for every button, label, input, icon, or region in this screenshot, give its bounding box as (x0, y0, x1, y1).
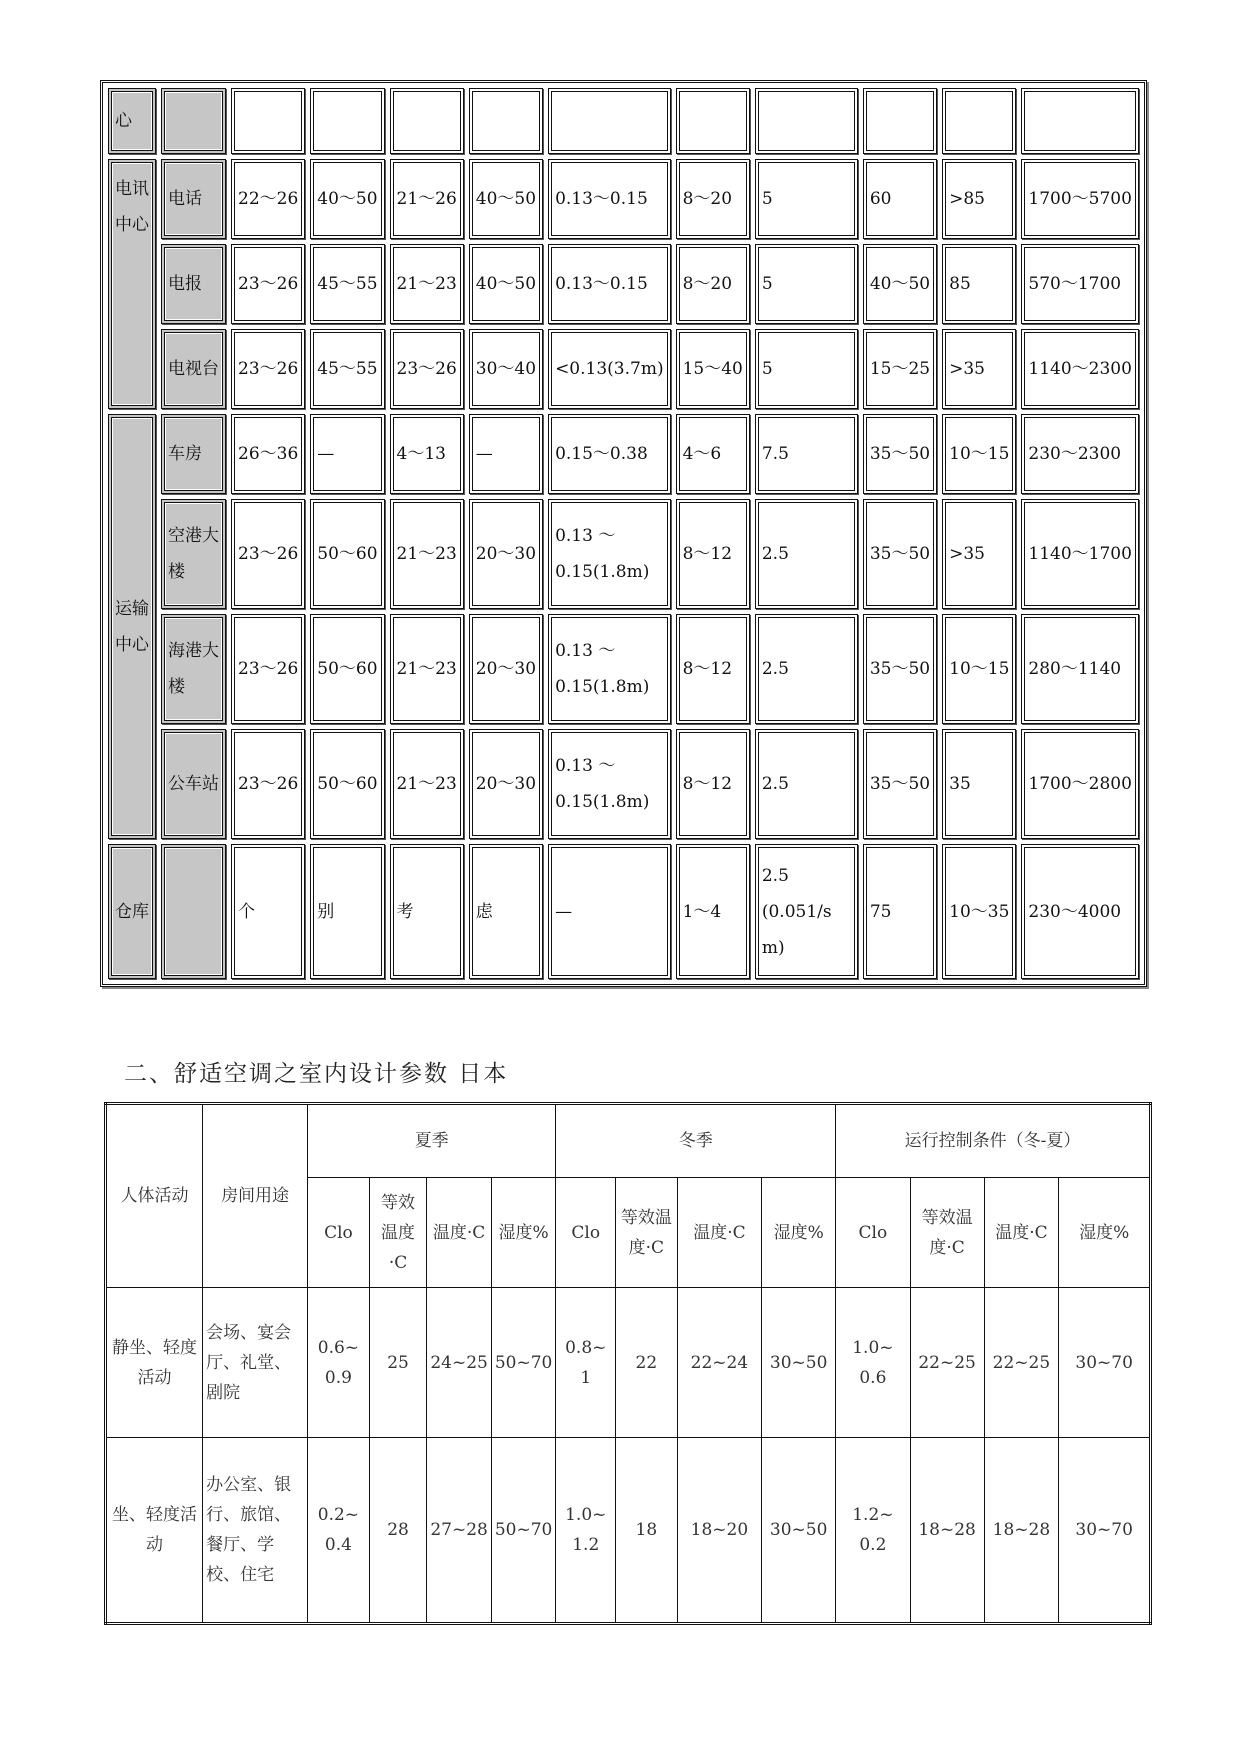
table-cell: 230～2300 (1021, 414, 1139, 494)
table-row (106, 1438, 1151, 1624)
table-cell: 23～26 (231, 614, 305, 724)
table-cell: 35～50 (863, 729, 937, 839)
table-cell: 22 (616, 1288, 677, 1438)
table-cell: 8～12 (676, 614, 750, 724)
table-cell: 8～12 (676, 729, 750, 839)
table-cell: 22~25 (984, 1288, 1059, 1438)
table-cell: 0.13～0.15 (548, 244, 671, 324)
table-cell: 21～26 (390, 159, 464, 239)
table-cell: 15～40 (676, 329, 750, 409)
table-cell (548, 88, 671, 154)
table-cell: 7.5 (755, 414, 858, 494)
header-eq-temp: 等效温度 ·C (369, 1178, 427, 1288)
header-room-use: 房间用途 (203, 1104, 308, 1288)
table-cell: 8～20 (676, 159, 750, 239)
table-cell: 0.6~ 0.9 (308, 1288, 370, 1438)
table-cell: 35 (942, 729, 1016, 839)
table-cell: 21～23 (390, 729, 464, 839)
table-cell: 50~70 (491, 1438, 556, 1624)
table-cell: 21～23 (390, 244, 464, 324)
header-temp: 温度·C (427, 1178, 492, 1288)
room-use-cell: 会场、宴会厅、礼堂、剧院 (203, 1288, 308, 1438)
table-cell: 20～30 (469, 729, 543, 839)
table-cell: 5 (755, 159, 858, 239)
table-cell: 50～60 (310, 614, 384, 724)
table-row (108, 614, 1139, 724)
subcategory-cell: 空港大楼 (161, 499, 226, 609)
table-cell: 2.5 (755, 729, 858, 839)
table-cell: 20～30 (469, 499, 543, 609)
subcategory-cell (161, 88, 226, 154)
table-cell (942, 88, 1016, 154)
table-cell: 35～50 (863, 614, 937, 724)
table-cell: 2.5 (755, 499, 858, 609)
table-row (108, 414, 1139, 494)
subcategory-cell: 车房 (161, 414, 226, 494)
table-cell: 4～13 (390, 414, 464, 494)
category-cell: 电讯中心 (108, 159, 156, 409)
table-cell: 35～50 (863, 499, 937, 609)
table-cell: 20～30 (469, 614, 543, 724)
header-temp: 温度·C (677, 1178, 762, 1288)
table-cell: 40～50 (469, 159, 543, 239)
category-cell: 仓库 (108, 844, 156, 979)
table-cell: 1700～5700 (1021, 159, 1139, 239)
table-cell: 0.15～0.38 (548, 414, 671, 494)
table-cell: 4～6 (676, 414, 750, 494)
table-cell: 23～26 (231, 499, 305, 609)
table-cell: 45～55 (310, 329, 384, 409)
room-use-cell: 办公室、银行、旅馆、餐厅、学校、住宅 (203, 1438, 308, 1624)
table-cell: >35 (942, 499, 1016, 609)
table-cell: 1～4 (676, 844, 750, 979)
table-cell: 30~70 (1059, 1288, 1151, 1438)
table-cell: 15～25 (863, 329, 937, 409)
table-cell: 10～15 (942, 414, 1016, 494)
table-cell: — (310, 414, 384, 494)
header-humidity: 湿度% (1059, 1178, 1151, 1288)
equipment-room-parameters-table (100, 80, 1147, 987)
table-cell: 8～12 (676, 499, 750, 609)
table-cell: 35～50 (863, 414, 937, 494)
table-cell: 1.2~ 0.2 (836, 1438, 911, 1624)
header-humidity: 湿度% (491, 1178, 556, 1288)
header-eq-temp: 等效温度·C (910, 1178, 984, 1288)
table-cell: 30~70 (1059, 1438, 1151, 1624)
table-cell: <0.13(3.7m) (548, 329, 671, 409)
table-cell: — (469, 414, 543, 494)
header-summer: 夏季 (308, 1104, 556, 1178)
table-cell: 18~28 (910, 1438, 984, 1624)
table-cell: 30~50 (762, 1438, 836, 1624)
table-cell: 40～50 (310, 159, 384, 239)
table-cell: 10～35 (942, 844, 1016, 979)
table-cell: 0.13～0.15 (548, 159, 671, 239)
table-cell: 18 (616, 1438, 677, 1624)
table-cell (755, 88, 858, 154)
table-cell: 0.13 ～0.15(1.8m) (548, 729, 671, 839)
table-cell: 50～60 (310, 499, 384, 609)
table-cell: 1140～1700 (1021, 499, 1139, 609)
table-row (106, 1288, 1151, 1438)
table-row (108, 159, 1139, 239)
table-cell (310, 88, 384, 154)
table-cell (1021, 88, 1139, 154)
table-row (108, 499, 1139, 609)
table-cell: 0.13 ～0.15(1.8m) (548, 614, 671, 724)
table-cell: >85 (942, 159, 1016, 239)
table-cell: 26～36 (231, 414, 305, 494)
subcategory-cell: 公车站 (161, 729, 226, 839)
header-temp: 温度·C (984, 1178, 1059, 1288)
table-cell: 28 (369, 1438, 427, 1624)
table-cell: 10～15 (942, 614, 1016, 724)
table-cell: 1.0~ 1.2 (556, 1438, 616, 1624)
table-cell: 别 (310, 844, 384, 979)
activity-cell: 坐、轻度活动 (106, 1438, 203, 1624)
table-cell: 21～23 (390, 499, 464, 609)
header-clo: Clo (308, 1178, 370, 1288)
table-cell: — (548, 844, 671, 979)
table-cell: 25 (369, 1288, 427, 1438)
table-cell (390, 88, 464, 154)
table-row (108, 329, 1139, 409)
table-row (108, 244, 1139, 324)
table-cell: 22~24 (677, 1288, 762, 1438)
table-cell: 5 (755, 244, 858, 324)
activity-cell: 静坐、轻度活动 (106, 1288, 203, 1438)
section-heading: 二、舒适空调之室内设计参数 日本 (124, 1061, 509, 1087)
table-cell: 1.0~ 0.6 (836, 1288, 911, 1438)
category-cell: 运输中心 (108, 414, 156, 839)
table-cell: 23～26 (231, 729, 305, 839)
header-eq-temp: 等效温度·C (616, 1178, 677, 1288)
table-cell: 23～26 (231, 244, 305, 324)
table-cell: 2.5 (755, 614, 858, 724)
table-cell: 30～40 (469, 329, 543, 409)
table-cell: 75 (863, 844, 937, 979)
table-cell: 22~25 (910, 1288, 984, 1438)
subcategory-cell: 电话 (161, 159, 226, 239)
table-cell: 0.13 ～0.15(1.8m) (548, 499, 671, 609)
table-cell: 23～26 (231, 329, 305, 409)
subcategory-cell: 海港大楼 (161, 614, 226, 724)
subcategory-cell: 电报 (161, 244, 226, 324)
table-cell: 1140～2300 (1021, 329, 1139, 409)
comfort-ac-design-parameters-table (104, 1102, 1152, 1625)
table-cell (676, 88, 750, 154)
table-cell: 18~20 (677, 1438, 762, 1624)
table-cell: 1700～2800 (1021, 729, 1139, 839)
header-winter: 冬季 (556, 1104, 836, 1178)
subcategory-cell: 电视台 (161, 329, 226, 409)
table-cell (231, 88, 305, 154)
table-cell: 45～55 (310, 244, 384, 324)
table-cell: 个 (231, 844, 305, 979)
header-clo: Clo (836, 1178, 911, 1288)
table-cell: 8～20 (676, 244, 750, 324)
table-cell: 2.5 (0.051/s m) (755, 844, 858, 979)
table-cell: 40～50 (469, 244, 543, 324)
table-cell: 60 (863, 159, 937, 239)
table-row (108, 88, 1139, 154)
subcategory-cell (161, 844, 226, 979)
header-activity: 人体活动 (106, 1104, 203, 1288)
table-cell: 21～23 (390, 614, 464, 724)
table-cell: 50～60 (310, 729, 384, 839)
table-cell: 0.2~ 0.4 (308, 1438, 370, 1624)
table-cell: 22～26 (231, 159, 305, 239)
table-cell: 85 (942, 244, 1016, 324)
table-cell: 230～4000 (1021, 844, 1139, 979)
table-cell: 0.8~ 1 (556, 1288, 616, 1438)
table-cell (863, 88, 937, 154)
table-cell: 虑 (469, 844, 543, 979)
table-row (108, 844, 1139, 979)
category-cell: 心 (108, 88, 156, 154)
table-cell: 27~28 (427, 1438, 492, 1624)
table-cell (469, 88, 543, 154)
header-clo: Clo (556, 1178, 616, 1288)
table-cell: 5 (755, 329, 858, 409)
table-cell: 40～50 (863, 244, 937, 324)
table-cell: >35 (942, 329, 1016, 409)
table-cell: 23～26 (390, 329, 464, 409)
table-cell: 570～1700 (1021, 244, 1139, 324)
table-cell: 50~70 (491, 1288, 556, 1438)
header-humidity: 湿度% (762, 1178, 836, 1288)
table-row (108, 729, 1139, 839)
header-control: 运行控制条件（冬-夏） (836, 1104, 1151, 1178)
table-header-row (106, 1104, 1151, 1178)
table-cell: 18~28 (984, 1438, 1059, 1624)
table-cell: 30~50 (762, 1288, 836, 1438)
table-cell: 280～1140 (1021, 614, 1139, 724)
table-cell: 24~25 (427, 1288, 492, 1438)
table-cell: 考 (390, 844, 464, 979)
